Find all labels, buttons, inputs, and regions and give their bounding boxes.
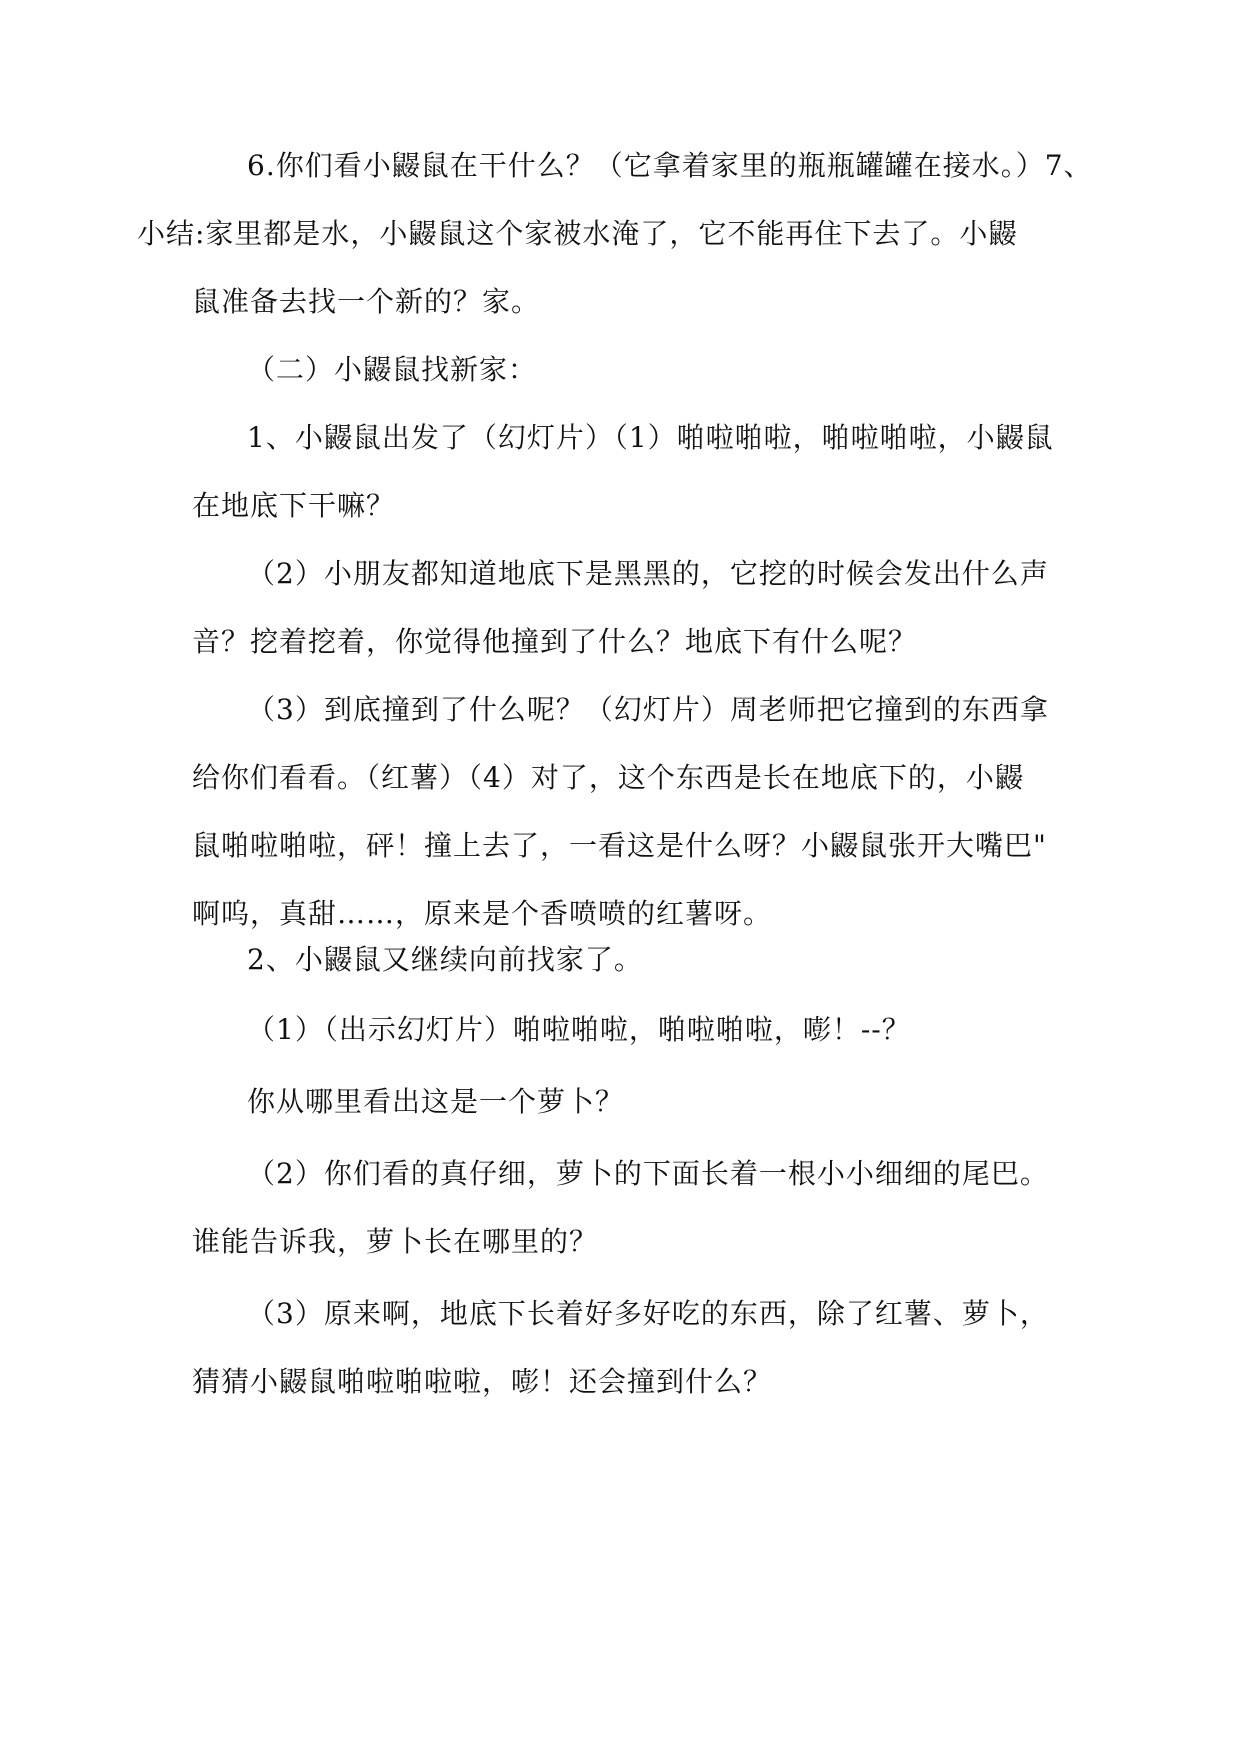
paragraph-2-heading xyxy=(192,336,1072,404)
paragraph-9 xyxy=(192,1140,1072,1276)
text-line: 谁能告诉我，萝卜长在哪里的？ xyxy=(192,1225,599,1258)
text-line: 2、小鼹鼠又继续向前找家了。 xyxy=(247,943,643,976)
paragraph-10 xyxy=(192,1280,1072,1416)
text-line: 在地底下干嘛？ xyxy=(192,489,396,522)
text-line: （2）你们看的真仔细，萝卜的下面长着一根小小细细的尾巴。 xyxy=(247,1157,1049,1190)
paragraph-7 xyxy=(192,996,1072,1064)
text-line: （2）小朋友都知道地底下是黑黑的，它挖的时候会发出什么声 xyxy=(247,557,1049,590)
paragraph-1 xyxy=(137,132,1093,336)
text-line: 小结:家里都是水，小鼹鼠这个家被水淹了，它不能再住下去了。小鼹 xyxy=(137,217,1018,250)
text-line: 你从哪里看出这是一个萝卜？ xyxy=(247,1085,625,1118)
paragraph-5 xyxy=(192,676,1072,948)
text-line: 6.你们看小鼹鼠在干什么？（它拿着家里的瓶瓶罐罐在接水。）7、 xyxy=(247,149,1093,182)
paragraph-6 xyxy=(192,926,1072,994)
text-line: 音？挖着挖着，你觉得他撞到了什么？地底下有什么呢？ xyxy=(192,625,918,658)
text-line: 鼠啪啦啪啦，砰！撞上去了，一看这是什么呀？小鼹鼠张开大嘴巴" xyxy=(192,829,1047,862)
text-line: （1）（出示幻灯片）啪啦啪啦，啪啦啪啦，嘭！--？ xyxy=(247,1013,911,1046)
paragraph-3 xyxy=(192,404,1072,540)
text-line: 啊呜，真甜……，原来是个香喷喷的红薯呀。 xyxy=(192,897,773,930)
text-line: 1、小鼹鼠出发了（幻灯片）（1）啪啦啪啦，啪啦啪啦，小鼹鼠 xyxy=(247,421,1054,454)
text-line: （3）到底撞到了什么呢？（幻灯片）周老师把它撞到的东西拿 xyxy=(247,693,1049,726)
text-line: 猜猜小鼹鼠啪啦啪啦啦，嘭！还会撞到什么？ xyxy=(192,1365,773,1398)
text-line: 鼠准备去找一个新的？家。 xyxy=(192,285,541,318)
text-line: （3）原来啊，地底下长着好多好吃的东西，除了红薯、萝卜， xyxy=(247,1297,1049,1330)
text-line: （二）小鼹鼠找新家： xyxy=(247,353,538,386)
paragraph-8 xyxy=(192,1068,1072,1136)
paragraph-4 xyxy=(192,540,1072,676)
text-line: 给你们看看。（红薯）（4）对了，这个东西是长在地底下的，小鼹 xyxy=(192,761,1024,794)
